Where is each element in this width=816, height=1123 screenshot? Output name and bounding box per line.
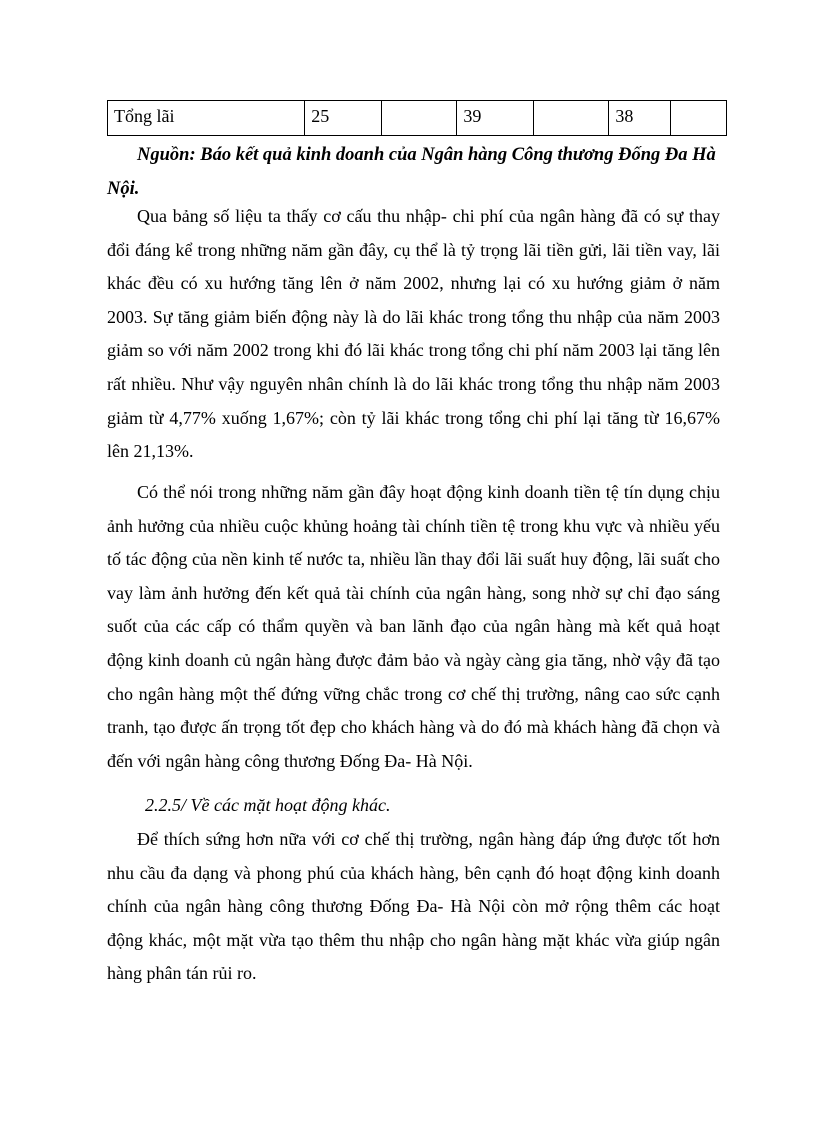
table-cell: 25	[305, 101, 382, 136]
table-cell-label: Tổng lãi	[108, 101, 305, 136]
table-cell	[382, 101, 457, 136]
table-cell: 39	[457, 101, 534, 136]
section-heading: 2.2.5/ Về các mặt hoạt động khác.	[145, 795, 391, 815]
table-cell	[534, 101, 609, 136]
table-row	[108, 101, 727, 136]
paragraph-analysis: Qua bảng số liệu ta thấy cơ cấu thu nhập- chi phí của ngân hàng đã có sự thay đổi đáng kể trong những năm gần đây, cụ thể là tỷ trọng lãi tiền gửi, lãi tiền vay, lãi khác đều có xu hướng tăng lên ở năm 2002, nhưng lại có xu hướng giảm ở năm 2003. Sự tăng giảm biến động này là do lãi khác trong tổng thu nhập của năm 2003 giảm so với năm 2002 trong khi đó lãi khác trong tổng chi phí năm 2003 lại tăng lên rất nhiều. Như vậy nguyên nhân chính là do lãi khác trong tổng thu nhập năm 2003 giảm từ 4,77% xuống 1,67%; còn tỷ lãi khác trong tổng chi phí lại tăng từ 16,67% lên 21,13%.	[107, 206, 720, 462]
table-source-note: Nguồn: Báo kết quả kinh doanh của Ngân hàng Công thương Đống Đa Hà Nội.	[107, 145, 716, 199]
income-table	[107, 100, 727, 136]
table-cell: 38	[609, 101, 671, 136]
paragraph-context: Có thể nói trong những năm gần đây hoạt động kinh doanh tiền tệ tín dụng chịu ảnh hưởng của nhiều cuộc khủng hoảng tài chính tiền tệ trong khu vực và nhiều yếu tố tác động của nền kinh tế nước ta, nhiều lần thay đổi lãi suất huy động, lãi suất cho vay làm ảnh hưởng đến kết quả tài chính của ngân hàng, song nhờ sự chỉ đạo sáng suốt của các cấp có thẩm quyền và ban lãnh đạo của ngân hàng mà kết quả hoạt động kinh doanh củ ngân hàng được đảm bảo và ngày càng gia tăng, nhờ vậy đã tạo cho ngân hàng một thế đứng vững chắc trong cơ chế thị trường, nâng cao sức cạnh tranh, tạo được ấn trọng tốt đẹp cho khách hàng và do đó mà khách hàng đã chọn và đến với ngân hàng công thương Đống Đa- Hà Nội.	[107, 482, 720, 771]
paragraph-other-activities: Để thích sứng hơn nữa với cơ chế thị trường, ngân hàng đáp ứng được tốt hơn nhu cầu đa dạng và phong phú của khách hàng, bên cạnh đó hoạt động kinh doanh chính của ngân hàng công thương Đống Đa- Hà Nội còn mở rộng thêm các hoạt động khác, một mặt vừa tạo thêm thu nhập cho ngân hàng mặt khác vừa giúp ngân hàng phân tán rủi ro.	[107, 829, 720, 984]
table-cell	[670, 101, 726, 136]
